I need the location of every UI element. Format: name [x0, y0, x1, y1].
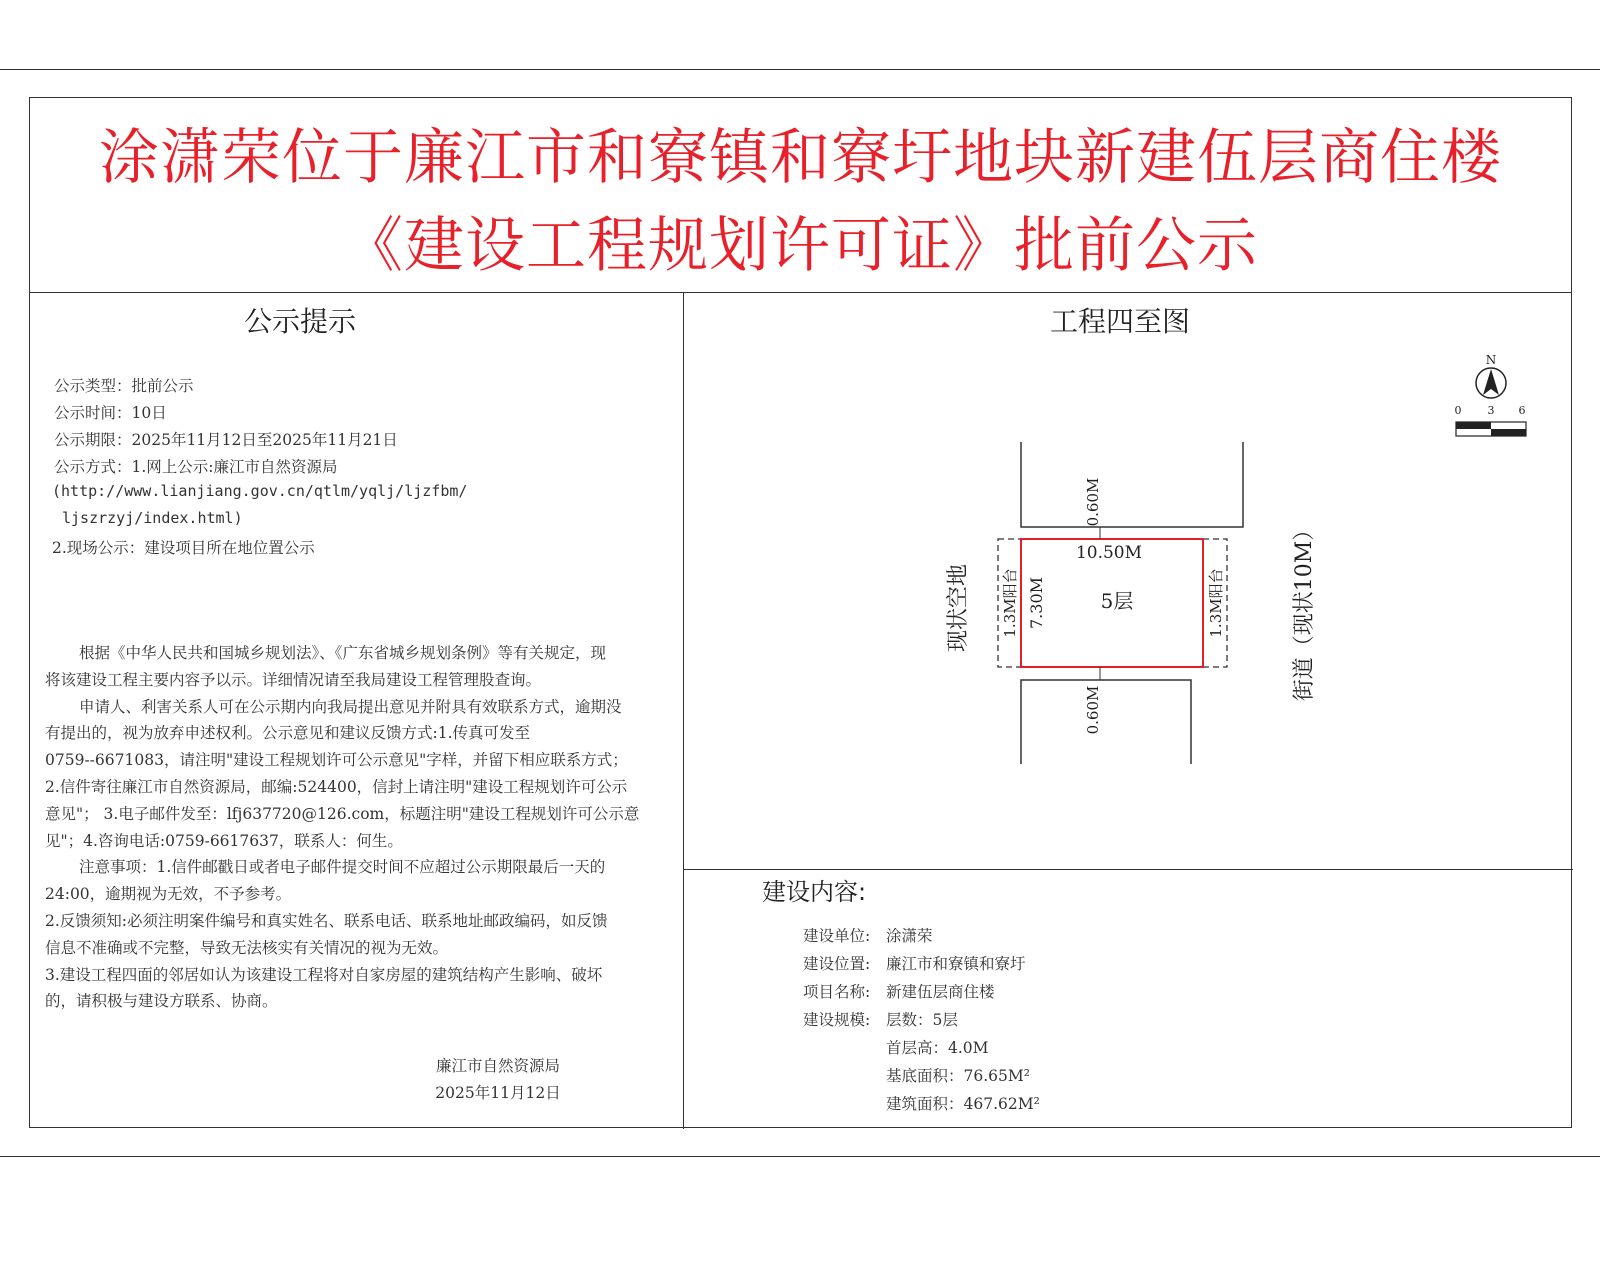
notice-paragraph: 信息不准确或不完整，导致无法核实有关情况的视为无效。 [45, 938, 449, 957]
construction-value: 廉江市和寮镇和寮圩 [886, 955, 1026, 973]
construction-label: 建设单位: [803, 927, 871, 945]
notice-paragraph: 根据《中华人民共和国城乡规划法》、《广东省城乡规划条例》等有关规定，现 [79, 644, 607, 662]
floors-label: 5层 [1100, 589, 1134, 613]
title-area [30, 98, 1571, 293]
notice-time: 公示时间：10日 [54, 404, 167, 422]
notice-paragraph: 的，请积极与建设方联系、协商。 [45, 992, 278, 1011]
construction-value: 层数：5层 [886, 1011, 958, 1029]
east-street-label: 街道（现状10M） [1292, 518, 1317, 702]
notice-onsite: 2.现场公示：建设项目所在地位置公示 [52, 539, 315, 557]
construction-value: 新建伍层商住楼 [886, 983, 995, 1001]
setback-top-label: 0.60M [1084, 477, 1102, 527]
scale-label: 3 [1487, 404, 1495, 417]
notice-period: 公示期限：2025年11月12日至2025年11月21日 [54, 431, 398, 449]
west-balcony-label: 1.3M阳台 [1001, 568, 1019, 638]
east-balcony-label: 1.3M阳台 [1207, 568, 1225, 638]
notice-url-line-1: (http://www.lianjiang.gov.cn/qtlm/yqlj/ljzfbm/ [52, 482, 468, 500]
width-dimension: 10.50M [1075, 543, 1143, 563]
column-divider [683, 293, 684, 1129]
notice-paragraph: 注意事项：1.信件邮戳日或者电子邮件提交时间不应超过公示期限最后一天的 [79, 858, 606, 877]
notice-paragraph: 见"；4.咨询电话:0759-6617637，联系人：何生。 [45, 831, 403, 850]
construction-label: 项目名称: [803, 983, 871, 1001]
notice-url-line-2: ljszrzyj/index.html) [62, 509, 243, 527]
notice-method: 公示方式：1.网上公示:廉江市自然资源局 [54, 458, 338, 476]
setback-bottom-label: 0.60M [1084, 685, 1102, 735]
north-label: N [1485, 353, 1497, 367]
scale-label: 6 [1518, 404, 1526, 417]
notice-paragraph: 将该建设工程主要内容予以示。详细情况请至我局建设工程管理股查询。 [45, 670, 542, 689]
notice-paragraph: 24:00，逾期视为无效，不予参考。 [45, 885, 292, 904]
construction-label: 建设位置: [803, 955, 871, 973]
west-land-label: 现状空地 [946, 563, 971, 653]
notice-paragraph: 3.建设工程四面的邻居如认为该建设工程将对自家房屋的建筑结构产生影响、破坏 [45, 965, 603, 984]
notice-paragraph: 2.信件寄往廉江市自然资源局，邮编:524400，信封上请注明"建设工程规划许可公示 [45, 777, 628, 796]
construction-heading: 建设内容: [762, 878, 867, 906]
construction-value: 建筑面积：467.62M² [886, 1095, 1040, 1113]
issue-date: 2025年11月12日 [435, 1084, 561, 1102]
notice-paragraph: 申请人、利害关系人可在公示期内向我局提出意见并附具有效联系方式，逾期没 [79, 697, 622, 716]
notice-paragraph: 2.反馈须知:必须注明案件编号和真实姓名、联系电话、联系地址邮政编码，如反馈 [45, 911, 608, 930]
title-line-2: 《建设工程规划许可证》批前公示 [343, 211, 1258, 281]
notice-paragraph: 意见"； 3.电子邮件发至：lfj637720@126.com，标题注明"建设工程规划许可公示意 [45, 804, 640, 823]
notice-type: 公示类型：批前公示 [54, 377, 194, 395]
title-line-1: 涂潇荣位于廉江市和寮镇和寮圩地块新建伍层商住楼 [99, 123, 1502, 193]
issuer-name: 廉江市自然资源局 [435, 1057, 560, 1075]
notice-paragraph: 有提出的，视为放弃申述权利。公示意见和建议反馈方式:1.传真可发至 [45, 724, 531, 743]
row-divider [683, 869, 1573, 870]
notice-body [45, 640, 669, 1015]
notice-paragraph: 0759--6671083，请注明"建设工程规划许可公示意见"字样，并留下相应联系方式； [45, 751, 628, 770]
construction-label: 建设规模: [803, 1011, 871, 1029]
construction-value: 基底面积：76.65M² [886, 1067, 1030, 1085]
depth-dimension: 7.30M [1027, 576, 1046, 630]
construction-value: 涂潇荣 [886, 927, 933, 945]
site-map-heading: 工程四至图 [1049, 305, 1190, 338]
notice-heading: 公示提示 [243, 305, 356, 338]
construction-value: 首层高：4.0M [886, 1039, 989, 1057]
scale-label: 0 [1454, 404, 1462, 417]
